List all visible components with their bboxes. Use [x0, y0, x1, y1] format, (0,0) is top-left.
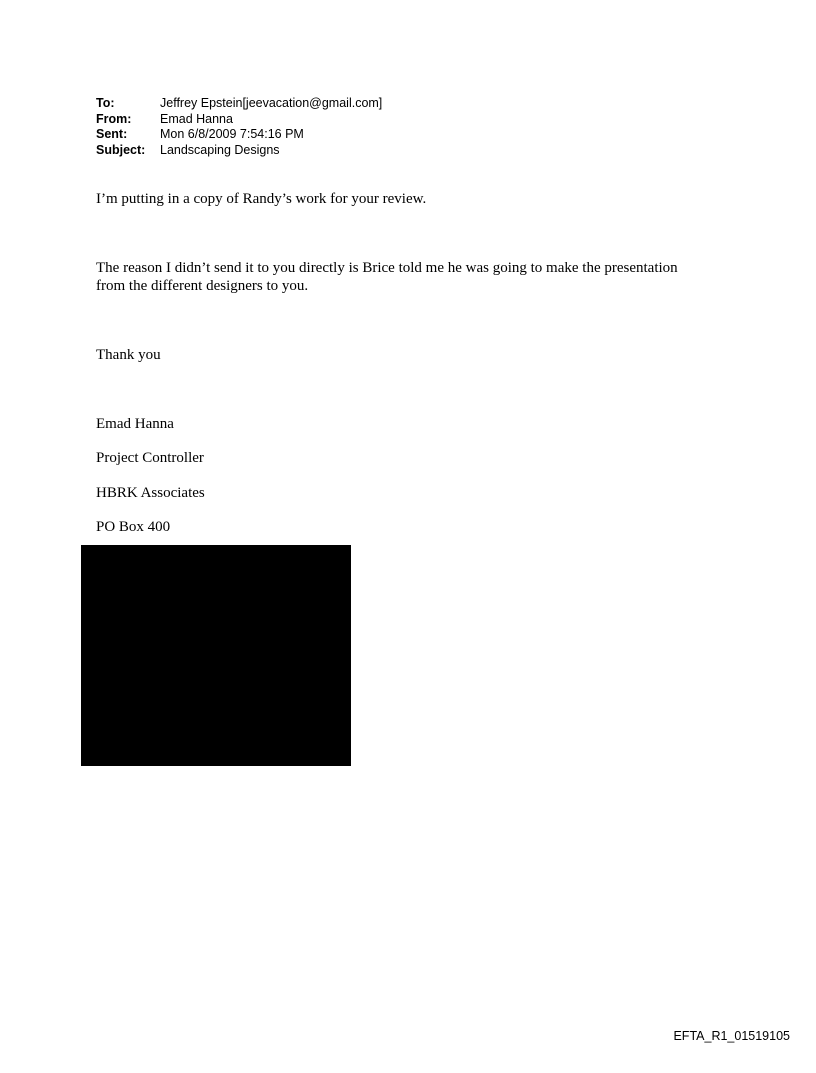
subject-label: Subject:	[96, 142, 146, 157]
sent-row	[96, 127, 382, 143]
closing-text: Thank you	[96, 347, 161, 363]
redaction-block	[81, 545, 351, 766]
document-id: EFTA_R1_01519105	[673, 1029, 790, 1043]
signature-company: HBRK Associates	[96, 485, 205, 501]
email-header	[96, 96, 382, 158]
body-paragraph-2-line-2: from the different designers to you.	[96, 278, 309, 294]
signature-title: Project Controller	[96, 450, 204, 466]
sent-value: Mon 6/8/2009 7:54:16 PM	[160, 127, 304, 141]
signature-address: PO Box 400	[96, 519, 171, 535]
from-value: Emad Hanna	[160, 111, 233, 126]
to-row	[96, 96, 382, 112]
body-paragraph-1: I’m putting in a copy of Randy’s work for your review.	[96, 191, 427, 207]
from-label: From:	[96, 111, 132, 126]
signature-name: Emad Hanna	[96, 416, 174, 432]
sent-label: Sent:	[96, 127, 128, 141]
from-row	[96, 112, 382, 128]
to-value: Jeffrey Epstein[jeevacation@gmail.com]	[160, 96, 383, 110]
body-paragraph-2	[96, 259, 678, 295]
to-label: To:	[96, 96, 115, 110]
body-paragraph-2-line-1: The reason I didn’t send it to you directly is Brice told me he was going to make the presentation	[96, 260, 678, 276]
subject-value: Landscaping Designs	[160, 142, 280, 157]
subject-row	[96, 143, 382, 159]
